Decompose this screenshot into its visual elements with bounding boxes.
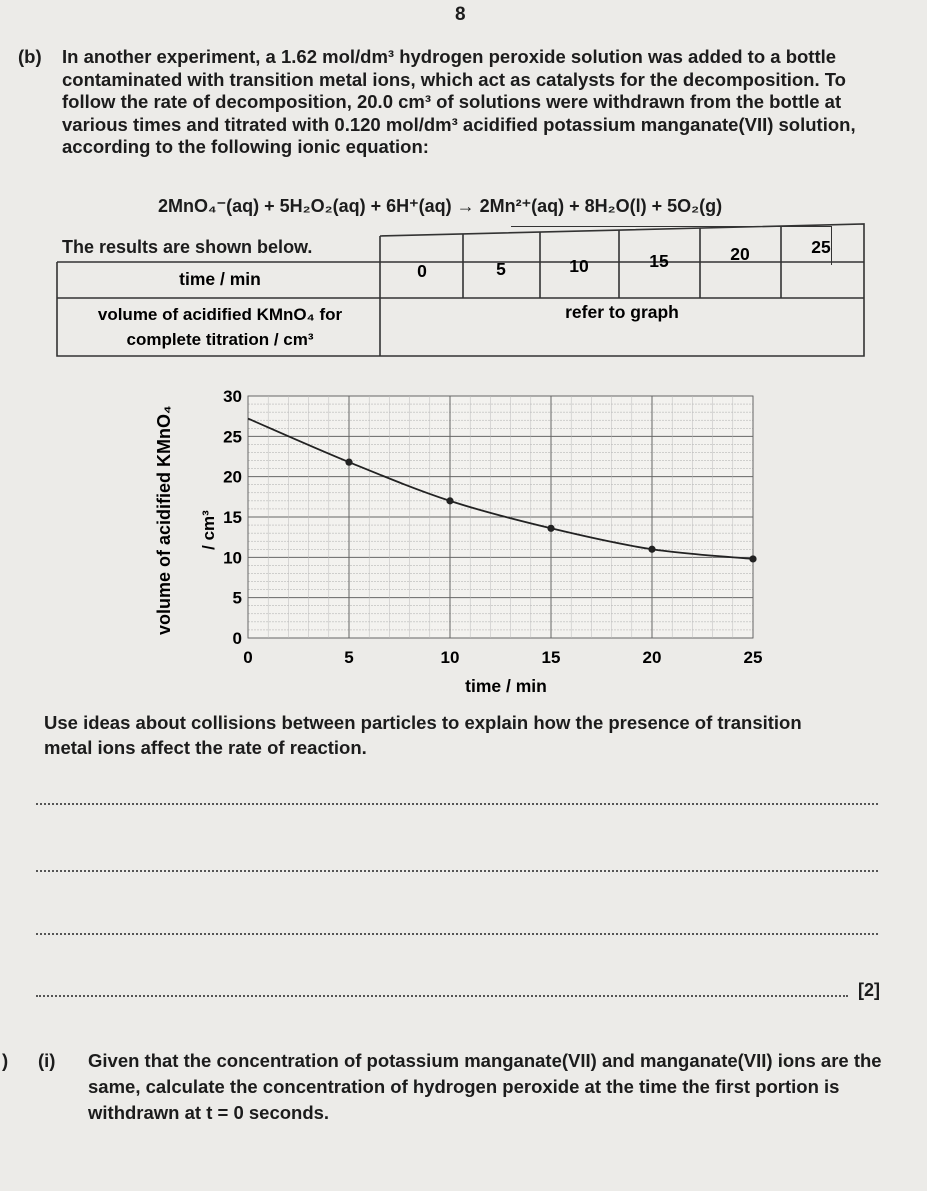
part-c-text: Given that the concentration of potassium manganate(VII) and manganate(VII) ions are the same, calculate the concentration of hydrogen peroxide at the time the first portion is withdrawn at t = 0 seconds. — [88, 1050, 882, 1123]
x-tick-label: 15 — [541, 648, 561, 667]
results-table-grid — [0, 0, 927, 370]
data-point — [547, 525, 554, 532]
marks-label: [2] — [858, 980, 880, 1000]
table-time-5: 5 — [496, 259, 506, 279]
table-time-header: time / min — [179, 269, 261, 289]
x-tick-label: 10 — [440, 648, 460, 667]
answer-line-4[interactable] — [36, 995, 848, 997]
x-tick-label: 25 — [743, 648, 763, 667]
data-point — [446, 497, 453, 504]
y-tick-label: 10 — [223, 548, 242, 568]
table-time-25: 25 — [811, 237, 831, 257]
y-tick-label: 15 — [223, 508, 242, 527]
titration-graph — [0, 370, 927, 700]
part-c-label: (i) — [38, 1050, 56, 1071]
results-intro: The results are shown below. — [62, 237, 313, 257]
answer-line-1[interactable] — [36, 803, 878, 805]
x-tick-label: 0 — [243, 648, 253, 667]
y-tick-label: 5 — [232, 588, 242, 608]
table-refer-to-graph: refer to graph — [565, 302, 679, 322]
table-time-10: 10 — [569, 256, 589, 276]
question-line-2: metal ions affect the rate of reaction. — [44, 737, 367, 758]
question-text — [44, 710, 884, 760]
table-time-0: 0 — [417, 261, 427, 281]
y-tick-label: 30 — [223, 387, 242, 406]
data-point — [345, 459, 352, 466]
part-b-label: (b) — [18, 46, 42, 67]
table-volume-header-line1: volume of acidified KMnO₄ for — [97, 305, 343, 324]
answer-line-3[interactable] — [36, 933, 878, 935]
graph-x-label: time / min — [465, 676, 547, 696]
graph-y-label-line2: / cm³ — [199, 510, 218, 550]
graph-y-label-line1: volume of acidified KMnO₄ — [154, 405, 174, 635]
data-point — [749, 555, 756, 562]
table-time-15: 15 — [649, 251, 669, 271]
data-point — [648, 546, 655, 553]
y-tick-label: 25 — [223, 427, 242, 447]
part-c-bracket: ) — [2, 1050, 9, 1071]
table-time-20: 20 — [730, 244, 750, 264]
page-number: 8 — [455, 4, 466, 25]
part-c-question — [0, 1048, 900, 1126]
answer-line-2[interactable] — [36, 870, 878, 872]
x-tick-label: 5 — [344, 648, 354, 667]
y-tick-label: 0 — [232, 629, 242, 648]
table-volume-header-line2: complete titration / cm³ — [126, 330, 314, 349]
question-line-1: Use ideas about collisions between particles to explain how the presence of transition — [44, 712, 802, 733]
y-tick-label: 20 — [223, 467, 242, 487]
part-b-text: In another experiment, a 1.62 mol/dm³ hydrogen peroxide solution was added to a bottle contaminated with transition metal ions, which act as catalysts for the decomposition. To follow the rate of decomposition, 20.0 cm³ of solutions were withdrawn from the bottle at various times and titrated with 0.120 mol/dm³ acidified potassium manganate(VII) solution, according to the following ionic equation: — [62, 46, 856, 157]
ionic-equation: 2MnO₄⁻(aq) + 5H₂O₂(aq) + 6H⁺(aq) → 2Mn²⁺(aq) + 8H₂O(l) + 5O₂(g) — [158, 196, 723, 216]
x-tick-label: 20 — [642, 648, 662, 667]
